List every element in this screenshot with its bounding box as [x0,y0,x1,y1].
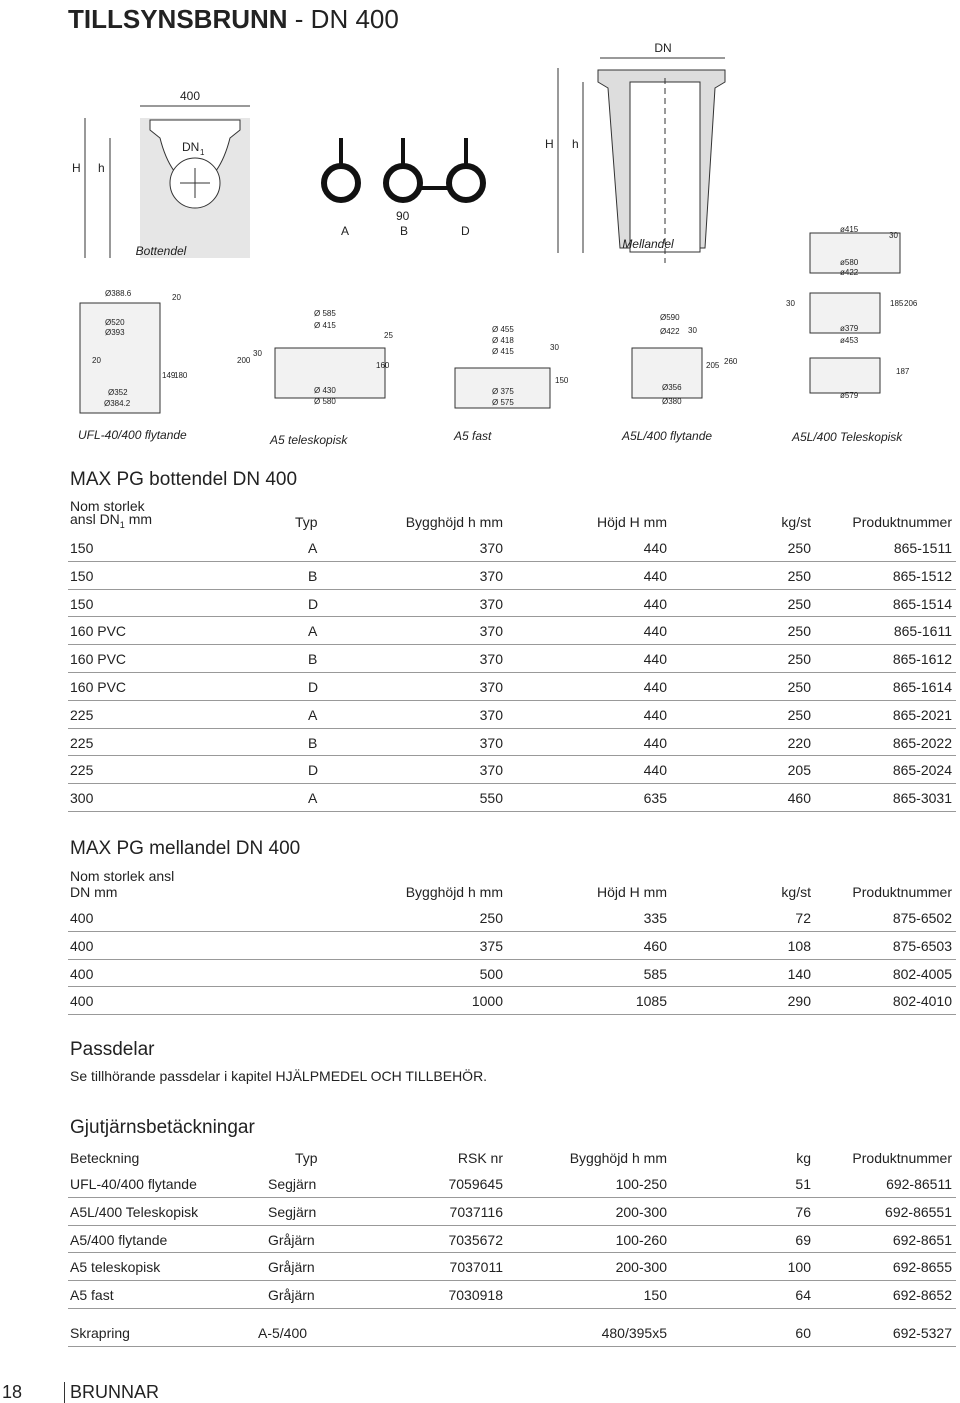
table-cell: 250 [787,623,811,640]
table-cell: 585 [643,965,667,982]
svg-text:Ø 575: Ø 575 [492,398,514,407]
passdelar-note: Se tillhörande passdelar i kapitel HJÄLPMEDEL OCH TILLBEHÖR. [70,1068,488,1084]
svg-text:Ø 415: Ø 415 [492,347,514,356]
table-row [68,590,956,618]
table-cell: 440 [643,651,667,668]
table-cell: 51 [795,1176,811,1192]
table-cell: 69 [795,1231,811,1248]
bottendel-table-title: MAX PG bottendel DN 400 [70,469,298,490]
mellandel-h-label: h [572,137,579,151]
cover-caption-3: A5L/400 flytande [622,429,713,443]
svg-text:160: 160 [376,361,390,370]
table-cell: 1000 [471,993,503,1010]
svg-text:ø579: ø579 [840,391,859,400]
svg-text:205: 205 [706,361,720,370]
bottendel-table [68,496,956,812]
table-row [68,987,956,1015]
table-cell: A [308,623,318,640]
svg-text:Ø393: Ø393 [105,328,125,337]
table-cell: 370 [479,762,503,779]
table-row [68,1198,956,1226]
svg-text:30: 30 [889,231,898,240]
table-cell: 160 PVC [70,623,127,640]
bottendel-drawing [85,106,250,258]
table-cell: 250 [787,540,811,556]
table-row [68,673,956,701]
svg-text:Ø 580: Ø 580 [314,397,336,406]
table-cell: 875-6502 [892,910,952,926]
table-cell: 370 [479,651,503,668]
svg-text:ø415: ø415 [840,225,859,234]
table-cell: B [308,651,318,668]
table-cell: 7059645 [448,1176,503,1192]
svg-text:Ø 375: Ø 375 [492,387,514,396]
orientation-angle: 90 [396,209,410,223]
cover-caption-2: A5 fast [454,429,492,443]
table-header: Beteckning Typ RSK nr Bygghöjd h mm kg Produktnummer [70,1150,952,1166]
table-cell: 7037011 [449,1259,503,1276]
table-cell: A [308,540,318,556]
svg-text:Ø 585: Ø 585 [314,309,336,318]
svg-text:187: 187 [896,367,910,376]
table-cell: 160 PVC [70,678,127,695]
table-cell: 370 [479,678,503,695]
table-row [68,1281,956,1309]
table-cell: 375 [479,937,503,954]
table-cell: 440 [643,595,667,612]
table-cell: A5 fast [70,1287,114,1304]
svg-text:Ø352: Ø352 [108,388,128,397]
bottendel-caption: Bottendel [135,244,187,258]
table-cell: 370 [479,623,503,640]
svg-text:Ø590: Ø590 [660,313,680,322]
table-cell: 865-1511 [893,540,952,556]
table-cell: 865-2024 [892,762,952,779]
svg-text:185: 185 [890,299,904,308]
table-cell: A5/400 flytande [70,1231,168,1248]
orientation-a-label: A [341,224,350,238]
table-cell: 7035672 [448,1231,503,1248]
mellandel-drawing [558,58,725,263]
mellandel-table [68,866,956,1015]
table-cell: 150 [70,595,94,612]
table-cell: 865-1514 [892,595,952,612]
svg-text:Ø 455: Ø 455 [492,325,514,334]
table-cell: 875-6503 [892,937,952,954]
page-title: TILLSYNSBRUNN - DN 400 [68,4,399,34]
table-cell: 692-8655 [892,1259,952,1276]
svg-text:260: 260 [724,357,738,366]
cover-drawings [80,233,900,413]
table-cell: 64 [795,1287,811,1304]
table-row [68,1253,956,1281]
svg-text:20: 20 [92,356,101,365]
table-cell: 220 [787,734,811,751]
table-cell: 802-4005 [892,965,952,982]
svg-text:Ø 418: Ø 418 [492,336,514,345]
footer-section: BRUNNAR [70,1382,160,1402]
table-cell: 460 [643,937,667,954]
svg-text:ø379: ø379 [840,324,859,333]
table-cell: UFL-40/400 flytande [70,1176,197,1192]
table-cell: 400 [70,910,94,926]
table-cell: 200-300 [615,1203,667,1220]
table-cell: 635 [643,790,667,807]
table-row [68,1226,956,1254]
table-cell: 400 [70,937,94,954]
technical-drawings [0,38,960,458]
table-row [68,932,956,960]
table-cell: B [308,734,318,751]
svg-text:Ø388.6: Ø388.6 [105,289,132,298]
table-cell: 440 [643,540,667,556]
svg-text:Ø 415: Ø 415 [314,321,336,330]
table-cell: 400 [70,965,94,982]
table-cell: 150 [70,540,94,556]
table-header: Nom storlek ansl DN mm Bygghöjd h mm Höjd H mm kg/st Produktnummer [70,868,952,900]
table-row [68,562,956,590]
table-cell: 250 [479,910,503,926]
svg-text:30: 30 [253,349,262,358]
table-cell: Segjärn [268,1203,317,1220]
table-cell: 440 [643,734,667,751]
table-cell: 100 [787,1259,811,1276]
table-cell: 225 [70,762,94,779]
bottendel-width-label: 400 [179,89,201,103]
table-row: Skrapring A-5/400 480/395x5 60 692-5327 [68,1319,956,1347]
table-cell: 225 [70,734,94,751]
svg-text:25: 25 [384,331,393,340]
table-cell: 250 [787,595,811,612]
table-cell: 500 [479,965,503,982]
table-cell: 440 [643,706,667,723]
table-cell: 100-260 [615,1231,667,1248]
svg-text:149: 149 [162,371,176,380]
table-cell: 865-2021 [892,706,952,723]
table-cell: 72 [795,910,811,926]
table-cell: 150 [643,1287,667,1304]
mellandel-dn-label: DN [654,41,672,55]
cover-caption-4: A5L/400 Teleskopisk [792,430,903,444]
table-row [68,960,956,988]
table-cell: 865-1614 [892,678,952,695]
table-cell: 440 [643,623,667,640]
table-cell: 108 [787,937,811,954]
table-cell: 225 [70,706,94,723]
mellandel-table-title: MAX PG mellandel DN 400 [70,838,301,859]
table-cell: 300 [70,790,94,807]
mellandel-caption: Mellandel [622,237,674,251]
table-cell: 440 [643,762,667,779]
table-cell: 335 [643,910,667,926]
table-cell: D [308,595,319,612]
table-cell: 250 [787,651,811,668]
table-row [68,1170,956,1198]
table-cell: B [308,567,318,584]
table-cell: 440 [643,567,667,584]
table-cell: 400 [70,993,94,1010]
table-cell: 550 [479,790,503,807]
table-cell: 250 [787,706,811,723]
table-cell: 370 [479,595,503,612]
table-cell: 200-300 [615,1259,667,1276]
table-cell: 150 [70,567,94,584]
svg-text:Ø356: Ø356 [662,383,682,392]
svg-text:Ø422: Ø422 [660,327,680,336]
cover-caption-1: A5 teleskopisk [270,433,348,447]
svg-text:150: 150 [555,376,569,385]
table-cell: 100-250 [615,1176,667,1192]
bottendel-h-label: h [98,161,105,175]
table-cell: 250 [787,567,811,584]
table-cell: A5L/400 Teleskopisk [70,1203,199,1220]
table-cell: 692-86551 [885,1203,952,1220]
bottendel-H-label: H [72,161,81,175]
table-cell: 865-1512 [892,567,952,584]
table-cell: D [308,762,319,779]
table-cell: Gråjärn [268,1231,315,1248]
cover-caption-0: UFL-40/400 flytande [78,428,187,442]
svg-text:30: 30 [786,299,795,308]
svg-text:ø422: ø422 [840,268,859,277]
svg-text:200: 200 [237,356,251,365]
table-cell: 692-8651 [892,1231,952,1248]
table-cell: 7030918 [448,1287,503,1304]
table-cell: Gråjärn [268,1287,315,1304]
mellandel-H-label: H [545,137,554,151]
table-cell: 865-1611 [893,623,952,640]
table-cell: 460 [787,790,811,807]
table-cell: 865-2022 [892,734,952,751]
table-cell: A5 teleskopisk [70,1259,161,1276]
table-cell: D [308,678,319,695]
table-cell: Gråjärn [268,1259,315,1276]
svg-text:20: 20 [172,293,181,302]
table-cell: 370 [479,706,503,723]
table-row [68,904,956,932]
table-cell: 140 [787,965,811,982]
svg-text:180: 180 [174,371,188,380]
table-cell: 205 [787,762,811,779]
table-row [68,645,956,673]
page-number: 18 [2,1382,65,1403]
orientation-b-label: B [400,224,409,238]
bottendel-dn-sub: 1 [200,148,205,157]
svg-text:Ø380: Ø380 [662,397,682,406]
table-row [68,617,956,645]
table-cell: 76 [795,1203,811,1220]
table-cell: 1085 [635,993,667,1010]
table-cell: 160 PVC [70,651,127,668]
table-cell: 370 [479,540,503,556]
table-row [68,784,956,812]
gjut-table [68,1140,956,1347]
table-cell: 7037116 [449,1203,503,1220]
gjut-table-title: Gjutjärnsbetäckningar [70,1117,255,1138]
svg-text:30: 30 [550,343,559,352]
table-cell: 865-3031 [892,790,952,807]
passdelar-title: Passdelar [70,1039,155,1060]
table-cell: 802-4010 [892,993,952,1010]
table-cell: 250 [787,678,811,695]
bottendel-dn-label: DN [182,140,200,154]
table-row [68,756,956,784]
table-cell: 370 [479,567,503,584]
table-row [68,534,956,562]
orientation-symbols [324,138,483,200]
svg-text:30: 30 [688,326,697,335]
table-cell: 440 [643,678,667,695]
svg-text:Ø 430: Ø 430 [314,386,336,395]
table-cell: Segjärn [268,1176,317,1192]
svg-text:Ø384.2: Ø384.2 [104,399,131,408]
svg-text:ø453: ø453 [840,336,859,345]
svg-text:ø580: ø580 [840,258,859,267]
orientation-d-label: D [461,224,470,238]
table-cell: A [308,706,318,723]
table-row [68,729,956,757]
svg-text:Ø520: Ø520 [105,318,125,327]
table-cell: 290 [787,993,811,1010]
table-cell: A [308,790,318,807]
table-cell: 692-86511 [886,1176,952,1192]
svg-text:206: 206 [904,299,918,308]
table-cell: 692-8652 [892,1287,952,1304]
table-row [68,701,956,729]
table-cell: 865-1612 [892,651,952,668]
table-header: Nom storlek ansl $DN_1$ mm Typ Bygghöjd h mm Höjd H mm kg/st Produktnummer [70,498,952,530]
table-cell: 370 [479,734,503,751]
